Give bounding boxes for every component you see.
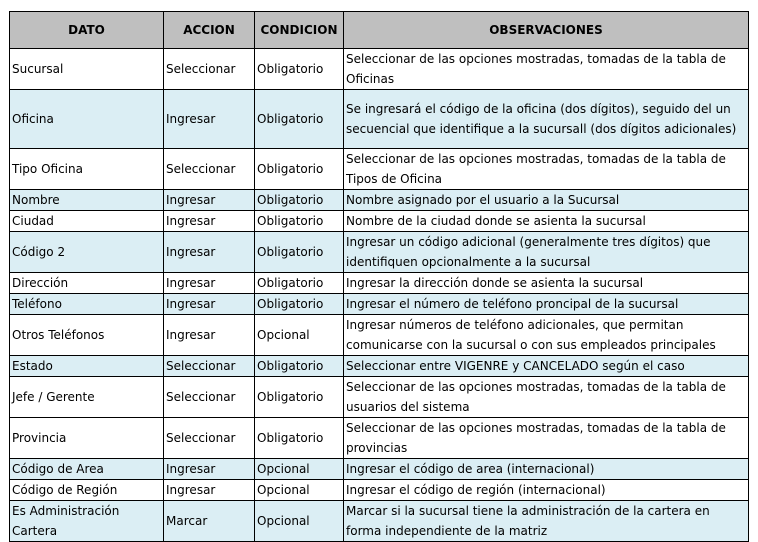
cell-dato: Código de Región [10, 480, 164, 501]
cell-dato: Nombre [10, 190, 164, 211]
cell-condicion: Obligatorio [255, 90, 344, 149]
cell-observaciones: Marcar si la sucursal tiene la administración de la cartera en forma independiente de la matriz [344, 501, 749, 542]
cell-condicion: Obligatorio [255, 190, 344, 211]
cell-dato: Jefe / Gerente [10, 377, 164, 418]
table-row [10, 294, 749, 315]
table-row [10, 377, 749, 418]
header-condicion: CONDICION [255, 12, 344, 49]
cell-dato: Oficina [10, 90, 164, 149]
cell-dato: Ciudad [10, 211, 164, 232]
cell-dato: Código 2 [10, 232, 164, 273]
table-row [10, 49, 749, 90]
cell-observaciones: Ingresar el número de teléfono proncipal de la sucursal [344, 294, 749, 315]
cell-dato: Provincia [10, 418, 164, 459]
cell-dato: Otros Teléfonos [10, 315, 164, 356]
cell-observaciones: Ingresar el código de area (internacional) [344, 459, 749, 480]
cell-condicion: Obligatorio [255, 273, 344, 294]
table-row [10, 211, 749, 232]
cell-observaciones: Ingresar el código de región (internacional) [344, 480, 749, 501]
cell-accion: Ingresar [164, 459, 255, 480]
cell-observaciones: Seleccionar de las opciones mostradas, tomadas de la tabla de Oficinas [344, 49, 749, 90]
cell-observaciones: Ingresar un código adicional (generalmente tres dígitos) que identifiquen opcionalmente a la sucursal [344, 232, 749, 273]
table-row [10, 273, 749, 294]
cell-observaciones: Seleccionar entre VIGENRE y CANCELADO según el caso [344, 356, 749, 377]
cell-accion: Seleccionar [164, 377, 255, 418]
table-row [10, 356, 749, 377]
cell-accion: Ingresar [164, 232, 255, 273]
cell-condicion: Obligatorio [255, 149, 344, 190]
table-row [10, 480, 749, 501]
cell-observaciones: Ingresar números de teléfono adicionales, que permitan comunicarse con la sucursal o con sus empleados principales [344, 315, 749, 356]
cell-condicion: Opcional [255, 480, 344, 501]
cell-dato: Dirección [10, 273, 164, 294]
table-header-row [10, 12, 749, 49]
table-row [10, 190, 749, 211]
cell-condicion: Obligatorio [255, 356, 344, 377]
cell-dato: Tipo Oficina [10, 149, 164, 190]
cell-observaciones: Se ingresará el código de la oficina (dos dígitos), seguido del un secuencial que identifique a la sucursall (dos dígitos adicionales) [344, 90, 749, 149]
cell-accion: Ingresar [164, 480, 255, 501]
header-dato: DATO [10, 12, 164, 49]
cell-observaciones: Nombre de la ciudad donde se asienta la sucursal [344, 211, 749, 232]
header-accion: ACCION [164, 12, 255, 49]
cell-accion: Seleccionar [164, 49, 255, 90]
table-row [10, 501, 749, 542]
cell-dato: Teléfono [10, 294, 164, 315]
cell-observaciones: Nombre asignado por el usuario a la Sucursal [344, 190, 749, 211]
cell-condicion: Obligatorio [255, 232, 344, 273]
cell-condicion: Opcional [255, 501, 344, 542]
table-row [10, 315, 749, 356]
table-row [10, 90, 749, 149]
cell-accion: Ingresar [164, 211, 255, 232]
header-observaciones: OBSERVACIONES [344, 12, 749, 49]
cell-dato: Es Administración Cartera [10, 501, 164, 542]
table-row [10, 459, 749, 480]
cell-accion: Ingresar [164, 294, 255, 315]
cell-condicion: Obligatorio [255, 49, 344, 90]
cell-condicion: Obligatorio [255, 211, 344, 232]
cell-accion: Ingresar [164, 190, 255, 211]
cell-dato: Estado [10, 356, 164, 377]
cell-accion: Ingresar [164, 273, 255, 294]
fields-table [9, 11, 749, 542]
cell-accion: Marcar [164, 501, 255, 542]
cell-observaciones: Seleccionar de las opciones mostradas, tomadas de la tabla de Tipos de Oficina [344, 149, 749, 190]
cell-condicion: Opcional [255, 315, 344, 356]
cell-accion: Ingresar [164, 315, 255, 356]
cell-dato: Sucursal [10, 49, 164, 90]
cell-condicion: Obligatorio [255, 418, 344, 459]
table-row [10, 149, 749, 190]
cell-observaciones: Seleccionar de las opciones mostradas, tomadas de la tabla de provincias [344, 418, 749, 459]
cell-accion: Ingresar [164, 90, 255, 149]
cell-condicion: Obligatorio [255, 294, 344, 315]
cell-condicion: Obligatorio [255, 377, 344, 418]
cell-condicion: Opcional [255, 459, 344, 480]
cell-accion: Seleccionar [164, 149, 255, 190]
document-page [9, 11, 749, 542]
table-row [10, 232, 749, 273]
table-row [10, 418, 749, 459]
cell-dato: Código de Area [10, 459, 164, 480]
cell-observaciones: Ingresar la dirección donde se asienta la sucursal [344, 273, 749, 294]
cell-accion: Seleccionar [164, 418, 255, 459]
cell-accion: Seleccionar [164, 356, 255, 377]
cell-observaciones: Seleccionar de las opciones mostradas, tomadas de la tabla de usuarios del sistema [344, 377, 749, 418]
